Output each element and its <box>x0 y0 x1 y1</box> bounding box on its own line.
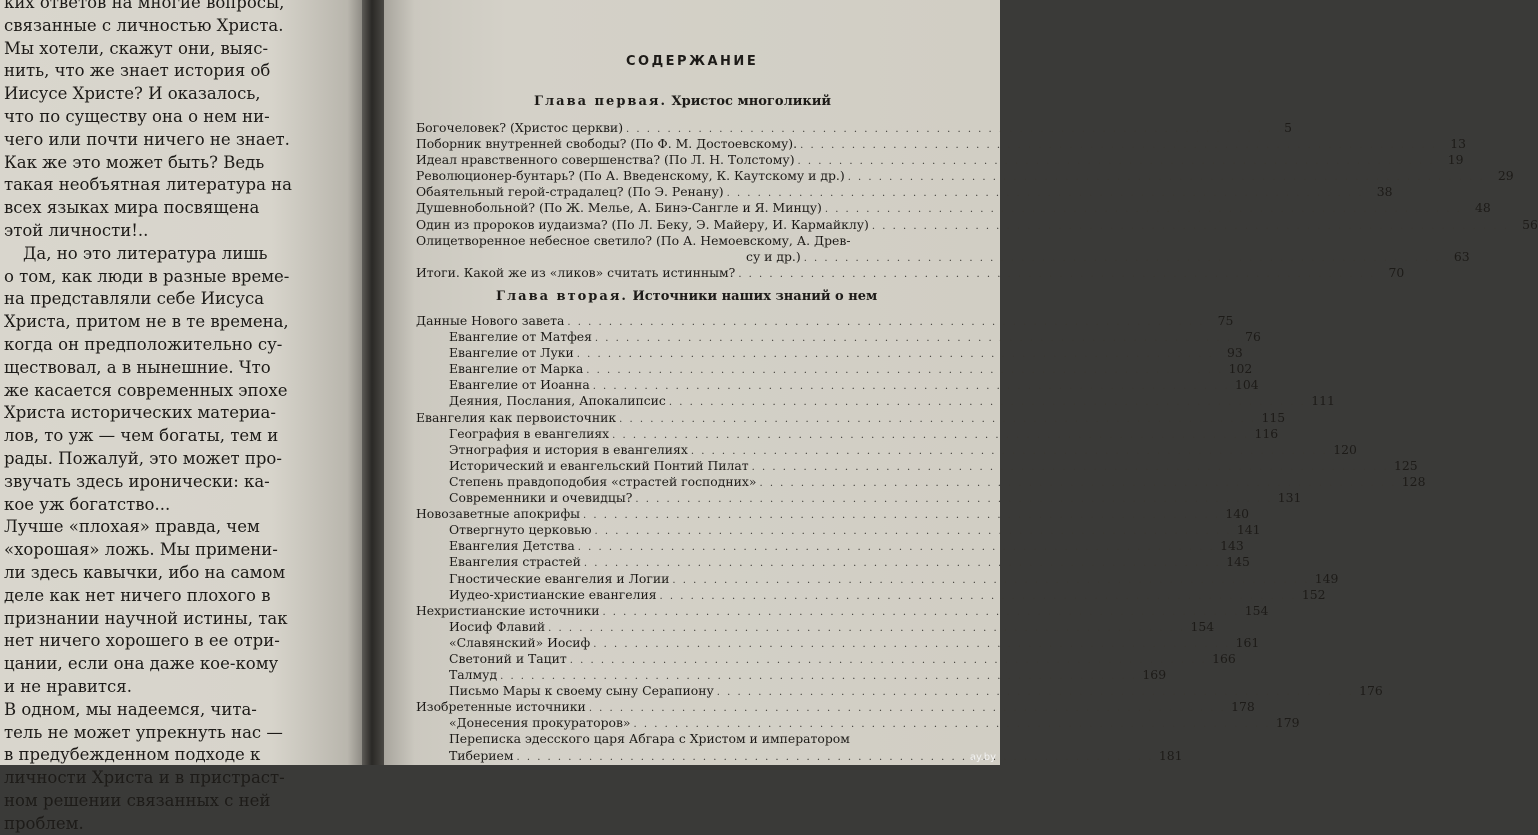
toc-page-number: 169 <box>1142 667 1167 683</box>
toc-leader-dots <box>593 637 1230 653</box>
toc-page-number: 111 <box>1311 393 1335 409</box>
toc-entry-title: су и др.) <box>746 248 801 264</box>
prose-line: тель не может упрекнуть нас — <box>4 722 283 742</box>
toc-entry <box>416 634 1260 651</box>
toc-leader-dots <box>672 573 1309 589</box>
toc-entry-title: Гностические евангелия и Логии <box>449 570 670 586</box>
toc-entry-title: «Донесения прокураторов» <box>449 715 631 731</box>
toc-entry-title: Светоний и Тацит <box>449 650 567 666</box>
prose-line: и не нравится. <box>4 676 132 696</box>
prose-line: что по существу она о нем ни- <box>4 106 270 126</box>
chapter1-heading-title: Христос многоликий <box>671 94 832 109</box>
toc-leader-dots <box>619 412 1256 428</box>
toc-entry-title: Письмо Мары к своему сыну Серапиону <box>449 683 714 699</box>
prose-line: кое уж богатство... <box>4 494 171 514</box>
toc-leader-dots <box>669 395 1306 411</box>
toc-entry-title: Исторический и евангельский Понтий Пилат <box>449 457 749 473</box>
toc-entry-title: Данные Нового завета <box>416 313 565 328</box>
toc-entry-title: Один из пророков иудаизма? (По Л. Беку, Э. Майеру, И. Кармайклу) <box>416 216 869 232</box>
toc-leader-dots <box>567 315 1204 331</box>
toc-page-number: 141 <box>1236 522 1261 538</box>
toc-entry <box>416 136 1467 152</box>
toc-leader-dots <box>548 621 1185 637</box>
toc-entry <box>416 361 1253 377</box>
toc-leader-dots <box>612 428 1249 444</box>
toc-leader-dots <box>602 605 1239 621</box>
toc-entry <box>416 699 1255 715</box>
toc-page-number: 29 <box>1497 168 1514 184</box>
toc-page-number: 181 <box>1158 747 1183 763</box>
toc-leader-dots <box>589 701 1226 717</box>
chapter1-entries <box>416 120 1538 281</box>
toc-entry <box>416 200 1491 216</box>
toc-entry-title: Обаятельный герой-страдалец? (По Э. Ренану) <box>416 184 724 200</box>
toc-page-number: 5 <box>1284 120 1293 135</box>
toc-entry <box>416 586 1326 603</box>
prose-line: Как же это может быть? Ведь <box>4 152 265 172</box>
toc-page-number: 120 <box>1333 441 1357 457</box>
toc-page-number: 63 <box>1453 248 1470 264</box>
book-gutter <box>362 0 384 765</box>
toc-leader-dots <box>584 556 1221 572</box>
toc-entry-title: Богочеловек? (Христос церкви) <box>416 120 624 135</box>
toc-entry <box>416 216 1538 233</box>
toc-page-number: 145 <box>1226 554 1250 570</box>
right-page <box>384 0 1538 765</box>
prose-line: всех языках мира посвящена <box>4 198 260 218</box>
toc-entry <box>416 554 1250 570</box>
toc-page-number: 143 <box>1220 538 1244 554</box>
toc-page-number: 13 <box>1450 136 1467 152</box>
toc-page-number: 128 <box>1401 473 1426 489</box>
toc-entry-title: Итоги. Какой же из «ликов» считать истинным? <box>416 264 736 280</box>
toc-entry <box>416 715 1300 731</box>
toc-entry-title: Тиберием <box>449 747 514 763</box>
prose-line: личности Христа и в пристраст- <box>4 768 285 788</box>
toc-entry <box>416 731 976 747</box>
toc-leader-dots <box>577 347 1214 363</box>
prose-line: Да, но это литература лишь <box>23 243 268 263</box>
prose-line: признании научной истины, так <box>4 608 288 628</box>
toc-entry <box>416 184 1393 200</box>
prose-line: Христа, притом не в те времена, <box>4 312 289 332</box>
toc-entry-title: Душевнобольной? (По Ж. Мелье, А. Бинэ-Сангле и Я. Минцу) <box>416 200 822 216</box>
toc-leader-dots <box>635 492 1272 508</box>
toc-leader-dots <box>804 251 1441 267</box>
toc-leader-dots <box>583 508 1220 524</box>
toc-leader-dots <box>752 460 1389 476</box>
prose-line: когда он предположительно су- <box>4 334 283 354</box>
toc-page-number: 56 <box>1522 216 1538 232</box>
prose-line: ли здесь кавычки, ибо на самом <box>4 562 286 582</box>
toc-entry <box>416 650 1236 667</box>
prose-line: лов, то уж — чем богаты, тем и <box>4 426 279 446</box>
prose-line: В одном, мы надеемся, чита- <box>4 699 257 719</box>
toc-page-number: 176 <box>1359 683 1383 699</box>
toc-page-number: 179 <box>1275 715 1300 731</box>
toc-entry-title: Поборник внутренней свободы? (По Ф. М. Достоевскому). <box>416 136 798 152</box>
prose-line: рады. Пожалуй, это может про- <box>4 448 282 468</box>
prose-line: «хорошая» ложь. Мы примени- <box>4 540 278 560</box>
toc-page-number: 178 <box>1231 699 1255 715</box>
toc-entry-title: Современники и очевидцы? <box>449 490 633 506</box>
toc-entry <box>416 264 1405 281</box>
toc-page-number: 70 <box>1388 264 1405 280</box>
toc-leader-dots <box>800 138 1437 154</box>
prose-line: в предубежденном подходе к <box>4 745 261 765</box>
toc-entry <box>416 570 1339 587</box>
toc-leader-dots <box>825 202 1462 218</box>
toc-page-number: 154 <box>1244 602 1269 618</box>
prose-line: звучать здесь иронически: ка- <box>4 471 270 491</box>
toc-entry <box>416 120 1293 136</box>
toc-entry-title: Отвергнуто церковью <box>449 522 592 538</box>
prose-line: связанные с личностью Христа. <box>4 15 284 35</box>
toc-leader-dots <box>727 186 1364 202</box>
toc-page-number: 48 <box>1475 200 1491 216</box>
toc-entry-title: Деяния, Послания, Апокалипсис <box>449 393 666 409</box>
toc-entry <box>416 248 1470 265</box>
toc-leader-dots <box>738 267 1375 283</box>
toc-entry <box>416 667 1167 683</box>
prose-line: такая необъятная литература на <box>4 175 293 195</box>
chapter2-heading-title: Источники наших знаний о нем <box>632 289 878 304</box>
toc-entry <box>416 538 1244 554</box>
toc-entry-title: Идеал нравственного совершенства? (По Л. Н. Толстому) <box>416 152 795 168</box>
watermark: ay.by <box>969 752 996 763</box>
toc-page-number: 154 <box>1190 618 1215 634</box>
toc-leader-dots <box>691 444 1328 460</box>
prose-line: Иисусе Христе? И оказалось, <box>4 84 261 104</box>
toc-entry <box>416 409 1286 426</box>
toc-page-number: 76 <box>1245 329 1261 345</box>
toc-page-number: 125 <box>1393 457 1418 473</box>
toc-entry-title: Иосиф Флавий <box>449 618 546 634</box>
prose-line: о том, как люди в разные време- <box>4 266 290 286</box>
prose-line: Лучше «плохая» правда, чем <box>4 517 260 537</box>
toc-page-number: 140 <box>1225 506 1249 522</box>
left-page <box>0 0 362 833</box>
toc-page-number: 166 <box>1212 650 1236 666</box>
toc-entry <box>416 441 1357 458</box>
toc-entry-title: Новозаветные апокрифы <box>416 506 581 522</box>
toc-entry <box>416 425 1279 442</box>
prose-line: проблем. <box>4 813 84 833</box>
prose-line: Мы хотели, скажут они, выяс- <box>4 38 269 58</box>
chapter1-heading-prefix: Глава первая. <box>534 94 668 109</box>
prose-line: Христа исторических материа- <box>4 403 276 423</box>
toc-page-number: 152 <box>1301 586 1326 602</box>
toc-leader-dots <box>660 589 1297 605</box>
toc-entry-title: Нехристианские источники <box>416 602 600 618</box>
toc-entry-title: География в евангелиях <box>449 425 610 441</box>
toc-entry <box>416 377 1259 393</box>
toc-entry <box>416 313 1234 329</box>
toc-leader-dots <box>595 331 1232 347</box>
toc-entry-title: Талмуд <box>449 667 498 683</box>
toc-entry <box>416 233 976 249</box>
toc-entry <box>416 329 1261 345</box>
prose-text <box>4 0 296 835</box>
toc-entry <box>416 618 1215 635</box>
toc-entry <box>416 345 1243 361</box>
prose-line: этой личности!.. <box>4 220 149 240</box>
toc-entry <box>416 457 1418 474</box>
toc-entry-title: «Славянский» Иосиф <box>449 634 591 650</box>
toc-entry-title: Революционер-бунтарь? (По А. Введенскому, К. Каутскому и др.) <box>416 168 845 184</box>
toc-entry-title: Олицетворенное небесное светило? (По А. Немоевскому, А. Древ- <box>416 232 851 248</box>
chapter2-heading-prefix: Глава вторая. <box>496 289 628 304</box>
chapter1-heading <box>534 94 831 109</box>
toc-entry-title: Степень правдоподобия «страстей господних» <box>449 473 757 489</box>
prose-line: цании, если она даже кое-кому <box>4 654 279 674</box>
toc-entry-title: Евангелие от Матфея <box>449 329 592 345</box>
toc-entry-title: Иудео-христианские евангелия <box>449 586 657 602</box>
prose-line: же касается современных эпохе <box>4 380 288 400</box>
prose-line: нет ничего хорошего в ее отри- <box>4 631 280 651</box>
toc-entry <box>416 522 1261 538</box>
toc-entry <box>416 490 1302 506</box>
toc-leader-dots <box>593 379 1230 395</box>
toc-leader-dots <box>570 653 1207 669</box>
toc-entry <box>416 473 1426 490</box>
toc-entry-title: Евангелия как первоисточник <box>416 409 617 425</box>
toc-page-number: 116 <box>1254 425 1279 441</box>
toc-leader-dots <box>578 540 1215 556</box>
toc-page-number: 102 <box>1228 361 1253 377</box>
toc-leader-dots <box>798 154 1435 170</box>
toc-leader-dots <box>872 219 1509 235</box>
toc-entry-title: Евангелия Детства <box>449 538 575 554</box>
toc-entry <box>416 168 1514 184</box>
toc-page-number: 75 <box>1217 313 1234 328</box>
toc-leader-dots <box>516 750 1153 766</box>
toc-page-number: 131 <box>1277 490 1302 506</box>
toc-leader-dots <box>595 524 1232 540</box>
toc-entry-title: Этнография и история в евангелиях <box>449 441 688 457</box>
toc-entry <box>416 393 1335 409</box>
prose-line: чего или почти ничего не знает. <box>4 129 290 149</box>
toc-entry-title: Евангелие от Луки <box>449 345 574 361</box>
prose-line: ких ответов на многие вопросы, <box>4 0 285 12</box>
chapter2-heading <box>496 289 877 304</box>
toc-page-number: 115 <box>1261 409 1286 425</box>
prose-line: ществовал, а в нынешние. Что <box>4 357 271 377</box>
toc-entry <box>416 602 1269 619</box>
toc-page-number: 93 <box>1226 345 1243 361</box>
toc-entry-title: Переписка эдесского царя Абгара с Христом и императором <box>449 731 850 747</box>
toc-entry-title: Евангелие от Иоанна <box>449 377 590 393</box>
toc-entry <box>416 152 1464 168</box>
toc-leader-dots <box>717 685 1354 701</box>
toc-page-number: 104 <box>1235 377 1259 393</box>
toc-page-number: 161 <box>1235 634 1260 650</box>
toc-entry <box>416 506 1249 522</box>
toc-entry <box>416 683 1383 699</box>
prose-line: ном решении связанных с ней <box>4 790 271 810</box>
contents-title: СОДЕРЖАНИЕ <box>626 54 759 69</box>
prose-line: нить, что же знает история об <box>4 61 271 81</box>
toc-leader-dots <box>586 363 1223 379</box>
toc-entry-title: Евангелие от Марка <box>449 361 584 377</box>
toc-page-number: 19 <box>1447 152 1464 168</box>
toc-entry-title: Евангелия страстей <box>449 554 581 570</box>
toc-entry-title: Изобретенные источники <box>416 699 586 715</box>
toc-page-number: 38 <box>1376 184 1393 200</box>
prose-line: деле как нет ничего плохого в <box>4 585 271 605</box>
toc-page-number: 149 <box>1314 570 1339 586</box>
prose-line: на представляли себе Иисуса <box>4 289 265 309</box>
